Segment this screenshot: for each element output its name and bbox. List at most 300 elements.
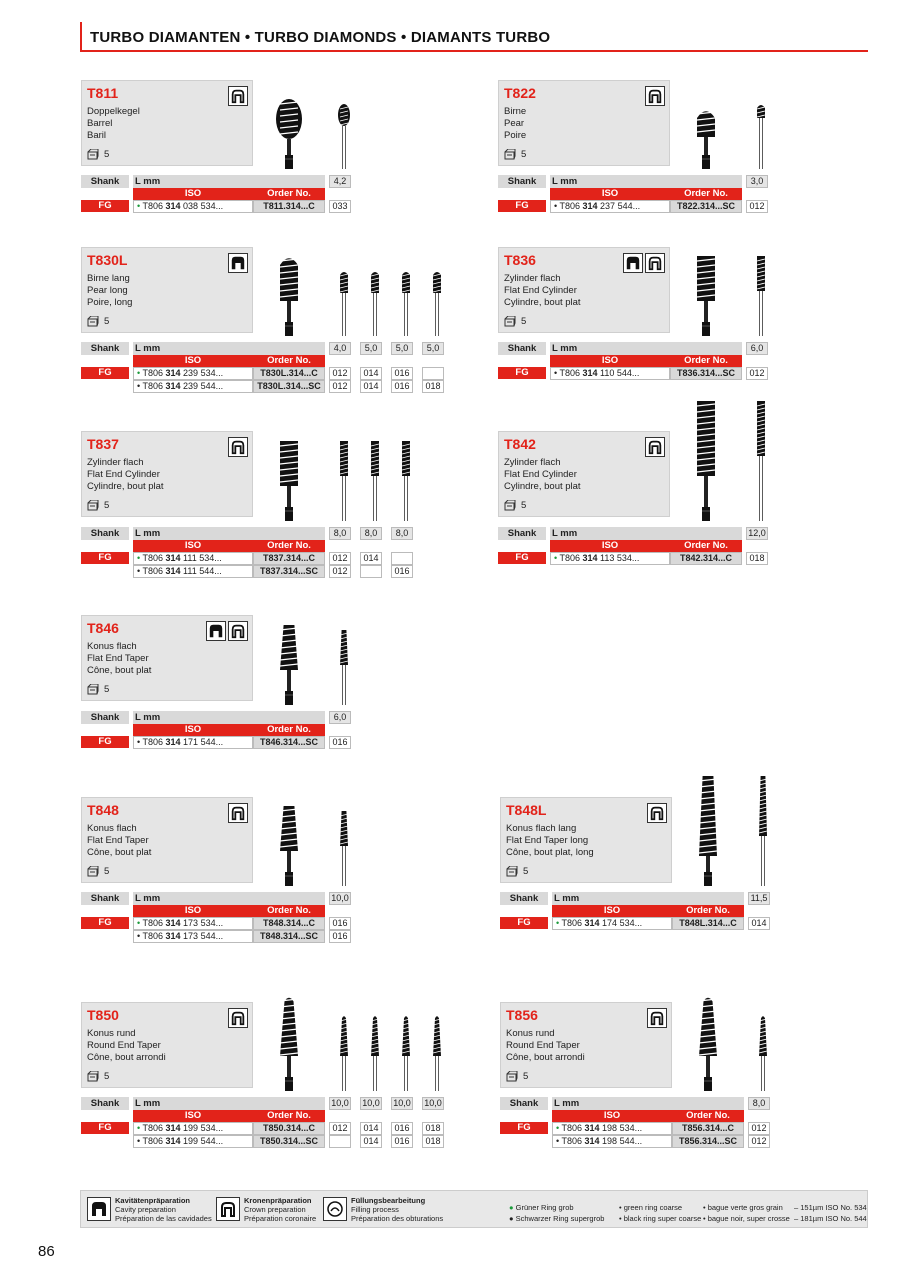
page-title: TURBO DIAMANTEN • TURBO DIAMONDS • DIAMANTS TURBO [90,29,551,46]
green-ring-dot: • [554,553,560,563]
green-ring-dot: • [137,918,143,928]
fg-shank-badge: FG [81,552,129,564]
order-number: T837.314...C [253,552,325,565]
product-names [504,457,581,493]
iso-header: ISO [550,188,670,200]
bur-image-size [754,401,768,526]
order-number: T856.314...SC [672,1135,744,1148]
pack-quantity [87,149,109,160]
fg-shank-badge: FG [81,367,129,379]
size-value: 016 [391,1135,413,1148]
iso-header: ISO [552,905,672,917]
order-header: Order No. [253,188,325,200]
order-header: Order No. [672,1110,744,1122]
green-ring-dot: • [556,1123,562,1133]
size-value: 016 [391,1122,413,1135]
order-number: T850.314...SC [253,1135,325,1148]
order-header: Order No. [670,355,742,367]
fg-shank-badge: FG [498,552,546,564]
product-card [81,797,253,883]
size-value: 012 [329,367,351,380]
length-label: L mm [133,711,325,724]
product-name: Konus flach lang [506,823,577,834]
product-name: Cône, bout plat, long [506,847,594,858]
product-name: Pear [504,118,525,129]
pack-count: 5 [104,684,110,696]
bur-image-size [368,271,382,341]
cavity-icon [647,803,667,823]
black-ring-dot: • [137,1136,143,1146]
pack-quantity [87,866,109,877]
pack-count: 5 [104,316,110,328]
indication-icons [623,253,665,273]
pack-count: 5 [104,1071,110,1083]
bur-image-size [756,776,770,891]
iso-header: ISO [550,355,670,367]
black-ring-dot: • [137,566,143,576]
product-name: Baril [87,130,107,141]
indication-icons [647,803,667,823]
iso-header: ISO [133,905,253,917]
shank-label: Shank [500,892,548,905]
bur-image-main [274,99,304,174]
order-header: Order No. [253,905,325,917]
package-icon [504,149,521,160]
iso-number: • T806 314 113 534... [550,552,670,565]
indication-icons [228,86,248,106]
bur-image-main [274,625,304,710]
length-value: 8,0 [329,527,351,540]
size-value: 012 [329,565,351,578]
pack-count: 5 [523,1071,529,1083]
indication-icons [645,437,665,457]
iso-header: ISO [133,355,253,367]
pack-count: 5 [521,316,527,328]
length-value: 5,0 [422,342,444,355]
bur-image-size [368,1016,382,1096]
bur-image-main [274,441,304,526]
length-value: 11,5 [748,892,770,905]
bur-image-main [274,256,304,341]
iso-number: • T806 314 171 544... [133,736,253,749]
order-header: Order No. [253,724,325,736]
iso-number: • T806 314 174 534... [552,917,672,930]
product-names [87,106,140,142]
size-value: 016 [391,380,413,393]
length-value: 6,0 [329,711,351,724]
bur-image-size [430,1016,444,1096]
product-names [87,641,151,677]
iso-number: • T806 314 111 534... [133,552,253,565]
length-label: L mm [133,342,325,355]
size-value: 016 [391,565,413,578]
fg-shank-badge: FG [498,200,546,212]
product-names [504,273,581,309]
length-value: 5,0 [391,342,413,355]
iso-number: • T806 314 111 544... [133,565,253,578]
length-value: 3,0 [746,175,768,188]
product-card [500,1002,672,1088]
bur-image-main [691,109,721,174]
product-names [506,823,594,859]
length-label: L mm [552,1097,744,1110]
size-value: 018 [422,1122,444,1135]
bur-image-main [693,776,723,891]
iso-header: ISO [133,1110,253,1122]
iso-number: • T806 314 198 534... [552,1122,672,1135]
package-icon [506,1071,523,1082]
product-name: Birne [504,106,527,117]
order-number: T848.314...C [253,917,325,930]
order-number: T848.314...SC [253,930,325,943]
length-value: 10,0 [360,1097,382,1110]
iso-number: • T806 314 173 534... [133,917,253,930]
filling-icon [323,1197,347,1221]
product-code: T850 [87,1007,119,1023]
length-label: L mm [550,527,742,540]
shank-label: Shank [498,175,546,188]
shank-label: Shank [81,892,129,905]
length-label: L mm [133,175,325,188]
product-card [81,615,253,701]
length-label: L mm [133,1097,325,1110]
length-label: L mm [550,342,742,355]
order-number: T848L.314...C [672,917,744,930]
size-value: 033 [329,200,351,213]
package-icon [87,500,104,511]
bur-image-size [399,441,413,526]
iso-header: ISO [133,188,253,200]
shank-label: Shank [81,342,129,355]
product-card [81,247,253,333]
ring-legend: ● Grüner Ring grob • green ring coarse • bague verte gros grain – 151µm ISO No. 534 ● Schwarzer Ring supergrob • black ring super coarse • bague noir, super crosse – 181µm ISO No. 544 [509,1203,867,1223]
iso-number: • T806 314 237 544... [550,200,670,213]
shank-label: Shank [81,175,129,188]
order-header: Order No. [672,905,744,917]
shank-label: Shank [81,1097,129,1110]
length-value: 4,0 [329,342,351,355]
product-name: Cylindre, bout plat [87,481,164,492]
product-card [81,1002,253,1088]
black-ring-dot: • [556,1136,562,1146]
pack-quantity [504,149,526,160]
size-value: 016 [329,736,351,749]
order-header: Order No. [670,540,742,552]
length-value: 12,0 [746,527,768,540]
size-value: 012 [748,1122,770,1135]
package-icon [504,316,521,327]
product-card [498,247,670,333]
order-number: T850.314...C [253,1122,325,1135]
fg-shank-badge: FG [81,736,129,748]
order-header: Order No. [253,1110,325,1122]
order-number: T842.314...C [670,552,742,565]
shank-label: Shank [81,711,129,724]
order-number: T836.314...SC [670,367,742,380]
product-code: T848L [506,802,547,818]
crown-icon [228,253,248,273]
fg-shank-badge: FG [498,367,546,379]
product-code: T836 [504,252,536,268]
size-value: 012 [746,200,768,213]
length-label: L mm [552,892,744,905]
black-ring-dot: • [137,381,143,391]
pack-count: 5 [521,500,527,512]
size-value: 018 [746,552,768,565]
cavity-icon [87,1197,111,1221]
iso-number: • T806 314 110 544... [550,367,670,380]
fg-shank-badge: FG [500,1122,548,1134]
iso-number: • T806 314 239 544... [133,380,253,393]
length-value: 4,2 [329,175,351,188]
size-value: 014 [360,380,382,393]
bur-image-size [337,271,351,341]
iso-number: • T806 314 198 544... [552,1135,672,1148]
package-icon [87,316,104,327]
product-code: T830L [87,252,128,268]
length-label: L mm [550,175,742,188]
package-icon [506,866,523,877]
iso-number: • T806 314 038 534... [133,200,253,213]
pack-quantity [506,1071,528,1082]
product-name: Doppelkegel [87,106,140,117]
indication-icons [647,1008,667,1028]
product-card [81,80,253,166]
bur-image-size [399,1016,413,1096]
product-code: T822 [504,85,536,101]
product-name: Round End Taper [506,1040,580,1051]
product-name: Cône, bout arrondi [87,1052,166,1063]
page-header [80,22,868,52]
product-name: Zylinder flach [504,457,561,468]
black-ring-dot: • [554,201,560,211]
product-code: T842 [504,436,536,452]
bur-image-main [691,256,721,341]
black-ring-dot: • [554,368,560,378]
bur-image-size [754,256,768,341]
product-name: Konus rund [506,1028,555,1039]
order-number: T846.314...SC [253,736,325,749]
product-name: Cône, bout plat [87,665,152,676]
cavity-icon [228,1008,248,1028]
product-name: Cône, bout plat [87,847,152,858]
bur-image-size [754,104,768,174]
length-value: 8,0 [391,527,413,540]
size-value: 014 [360,552,382,565]
indication-icons [228,437,248,457]
green-ring-dot: • [137,368,143,378]
product-code: T848 [87,802,119,818]
product-name: Flat End Taper long [506,835,589,846]
product-card [498,431,670,517]
size-value: 016 [329,930,351,943]
product-name: Konus rund [87,1028,136,1039]
pack-quantity [87,1071,109,1082]
product-name: Zylinder flach [504,273,561,284]
product-name: Round End Taper [87,1040,161,1051]
cavity-icon [228,86,248,106]
iso-number: • T806 314 199 544... [133,1135,253,1148]
package-icon [87,1071,104,1082]
order-number: T830L.314...C [253,367,325,380]
iso-number: • T806 314 173 544... [133,930,253,943]
size-value [422,367,444,380]
size-value: 012 [329,1122,351,1135]
shank-label: Shank [498,527,546,540]
length-value: 5,0 [360,342,382,355]
bur-image-size [337,811,351,891]
order-header: Order No. [253,355,325,367]
page-number: 86 [38,1243,55,1260]
pack-count: 5 [104,866,110,878]
indication-icons [645,86,665,106]
bur-image-size [756,1016,770,1096]
size-value: 012 [746,367,768,380]
cavity-icon [228,621,248,641]
pack-count: 5 [104,149,110,161]
product-card [500,797,672,883]
bur-image-size [337,630,351,710]
pack-quantity [87,500,109,511]
green-ring-dot: • [137,1123,143,1133]
product-code: T846 [87,620,119,636]
product-names [506,1028,585,1064]
size-value [329,1135,351,1148]
bur-image-size [337,441,351,526]
size-value: 014 [748,917,770,930]
size-value [391,552,413,565]
size-value: 016 [391,367,413,380]
size-value: 018 [422,1135,444,1148]
product-name: Birne lang [87,273,130,284]
product-names [87,457,164,493]
size-value: 014 [360,1122,382,1135]
package-icon [87,149,104,160]
crown-icon [623,253,643,273]
pack-quantity [87,316,109,327]
size-value: 012 [329,380,351,393]
product-name: Flat End Cylinder [504,285,577,296]
length-value: 8,0 [748,1097,770,1110]
cavity-icon [228,803,248,823]
black-ring-dot: • [137,931,143,941]
product-name: Poire, long [87,297,133,308]
fg-shank-badge: FG [81,1122,129,1134]
product-name: Flat End Taper [87,653,149,664]
length-value: 10,0 [329,1097,351,1110]
shank-label: Shank [500,1097,548,1110]
indication-icons [228,1008,248,1028]
product-name: Barrel [87,118,113,129]
bur-image-size [337,1016,351,1096]
bur-image-size [399,271,413,341]
pack-quantity [87,684,109,695]
green-ring-dot: • [137,553,143,563]
product-name: Flat End Cylinder [87,469,160,480]
order-number: T811.314...C [253,200,325,213]
green-ring-dot: • [137,201,143,211]
product-name: Konus flach [87,823,137,834]
pack-quantity [504,316,526,327]
product-code: T811 [87,85,119,101]
order-header: Order No. [670,188,742,200]
iso-number: • T806 314 199 534... [133,1122,253,1135]
product-name: Cylindre, bout plat [504,297,581,308]
order-number: T856.314...C [672,1122,744,1135]
green-ring-dot: • [556,918,562,928]
product-name: Flat End Cylinder [504,469,577,480]
length-label: L mm [133,892,325,905]
order-number: T837.314...SC [253,565,325,578]
shank-label: Shank [81,527,129,540]
indication-icons [206,621,248,641]
product-name: Cylindre, bout plat [504,481,581,492]
order-number: T830L.314...SC [253,380,325,393]
length-value: 8,0 [360,527,382,540]
pack-quantity [504,500,526,511]
iso-header: ISO [552,1110,672,1122]
black-ring-dot: • [137,737,143,747]
length-value: 10,0 [329,892,351,905]
fg-shank-badge: FG [500,917,548,929]
length-label: L mm [133,527,325,540]
cavity-icon [645,253,665,273]
size-value: 014 [360,1135,382,1148]
iso-header: ISO [550,540,670,552]
product-name: Flat End Taper [87,835,149,846]
package-icon [87,684,104,695]
pack-count: 5 [521,149,527,161]
package-icon [504,500,521,511]
cavity-icon [228,437,248,457]
product-name: Pear long [87,285,128,296]
package-icon [87,866,104,877]
bur-image-main [274,806,304,891]
cavity-icon [645,86,665,106]
bur-image-size [337,104,351,174]
order-header: Order No. [253,540,325,552]
product-names [504,106,526,142]
size-value: 012 [748,1135,770,1148]
length-value: 6,0 [746,342,768,355]
fg-shank-badge: FG [81,200,129,212]
bur-image-size [430,271,444,341]
cavity-icon [647,1008,667,1028]
size-value: 012 [329,552,351,565]
indication-icons [228,253,248,273]
product-code: T856 [506,1007,538,1023]
iso-header: ISO [133,724,253,736]
iso-number: • T806 314 239 534... [133,367,253,380]
product-code: T837 [87,436,119,452]
product-names [87,823,151,859]
product-name: Cône, bout arrondi [506,1052,585,1063]
legend-footer: Kavitätenpräparation Cavity preparation Préparation de las cavidades Kronenpräparation Crown preparation Préparation coronaire Füllungsbearbeitung Filling process Préparation des obturations ● Grüner Ring grob • green ring coarse • bague verte gros grain – 151µm ISO No. 534 ● Schwarzer Ring supergrob • black ring super coarse • bague noir, super crosse – 181µm ISO No. 544 [80,1190,868,1228]
product-names [87,273,132,309]
pack-quantity [506,866,528,877]
crown-icon [216,1197,240,1221]
cavity-icon [645,437,665,457]
bur-image-main [691,401,721,526]
size-value: 014 [360,367,382,380]
bur-image-main [274,996,304,1096]
shank-label: Shank [498,342,546,355]
crown-icon [206,621,226,641]
length-value: 10,0 [422,1097,444,1110]
fg-shank-badge: FG [81,917,129,929]
iso-header: ISO [133,540,253,552]
length-value: 10,0 [391,1097,413,1110]
